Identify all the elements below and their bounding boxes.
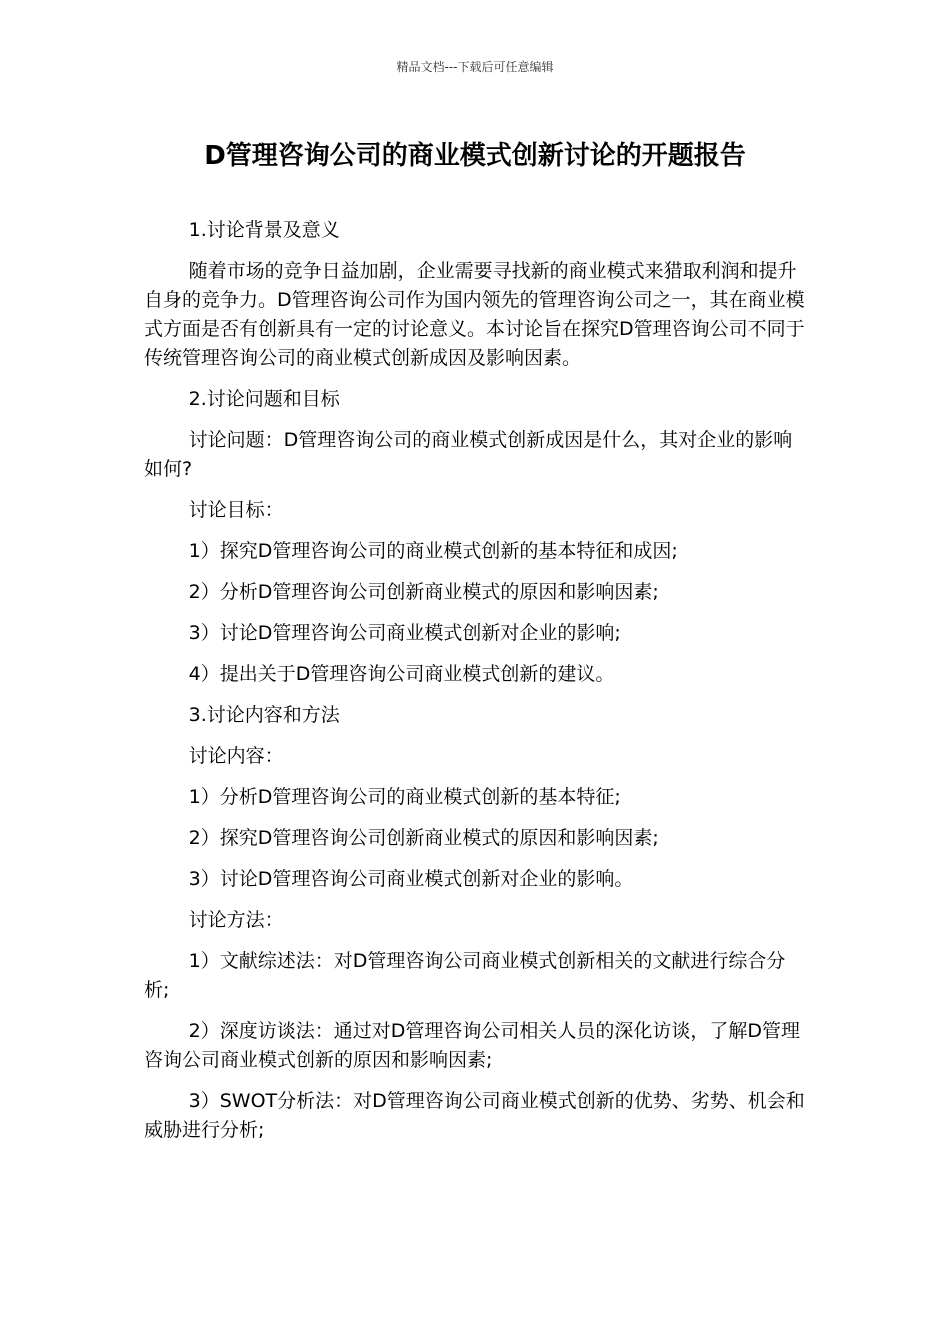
content-item: 2）探究D管理咨询公司创新商业模式的原因和影响因素; [188,827,659,849]
goal-item: 3）讨论D管理咨询公司商业模式创新对企业的影响; [188,622,621,644]
content-item: 3）讨论D管理咨询公司商业模式创新对企业的影响。 [188,868,634,890]
method-item: 2）深度访谈法：通过对D管理咨询公司相关人员的深化访谈，了解D管理咨询公司商业模式创新的原因和影响因素; [144,1020,800,1071]
goal-item: 2）分析D管理咨询公司创新商业模式的原因和影响因素; [188,581,659,603]
section-heading-content-methods: 3.讨论内容和方法 [188,704,340,726]
section-heading-questions: 2.讨论问题和目标 [188,388,340,410]
page-header: 精品文档---下载后可任意编辑 [396,60,554,74]
goal-item: 4）提出关于D管理咨询公司商业模式创新的建议。 [188,663,615,685]
section-heading-background: 1.讨论背景及意义 [188,219,340,241]
content-label: 讨论内容： [188,745,284,767]
goals-label: 讨论目标： [188,499,284,521]
content-item: 1）分析D管理咨询公司的商业模式创新的基本特征; [188,786,621,808]
document-body [144,216,806,1157]
background-paragraph: 随着市场的竞争日益加剧，企业需要寻找新的商业模式来猎取利润和提升自身的竞争力。D管理咨询公司作为国内领先的管理咨询公司之一，其在商业模式方面是否有创新具有一定的讨论意义。本讨论旨在探究D管理咨询公司不同于传统管理咨询公司的商业模式创新成因及影响因素。 [144,260,805,369]
research-question: 讨论问题：D管理咨询公司的商业模式创新成因是什么，其对企业的影响如何? [144,429,793,480]
method-item: 1）文献综述法：对D管理咨询公司商业模式创新相关的文献进行综合分析; [144,950,786,1001]
method-item: 3）SWOT分析法：对D管理咨询公司商业模式创新的优势、劣势、机会和威胁进行分析; [144,1090,805,1141]
methods-label: 讨论方法： [188,909,284,931]
document-title: D管理咨询公司的商业模式创新讨论的开题报告 [204,141,746,171]
goal-item: 1）探究D管理咨询公司的商业模式创新的基本特征和成因; [188,540,678,562]
